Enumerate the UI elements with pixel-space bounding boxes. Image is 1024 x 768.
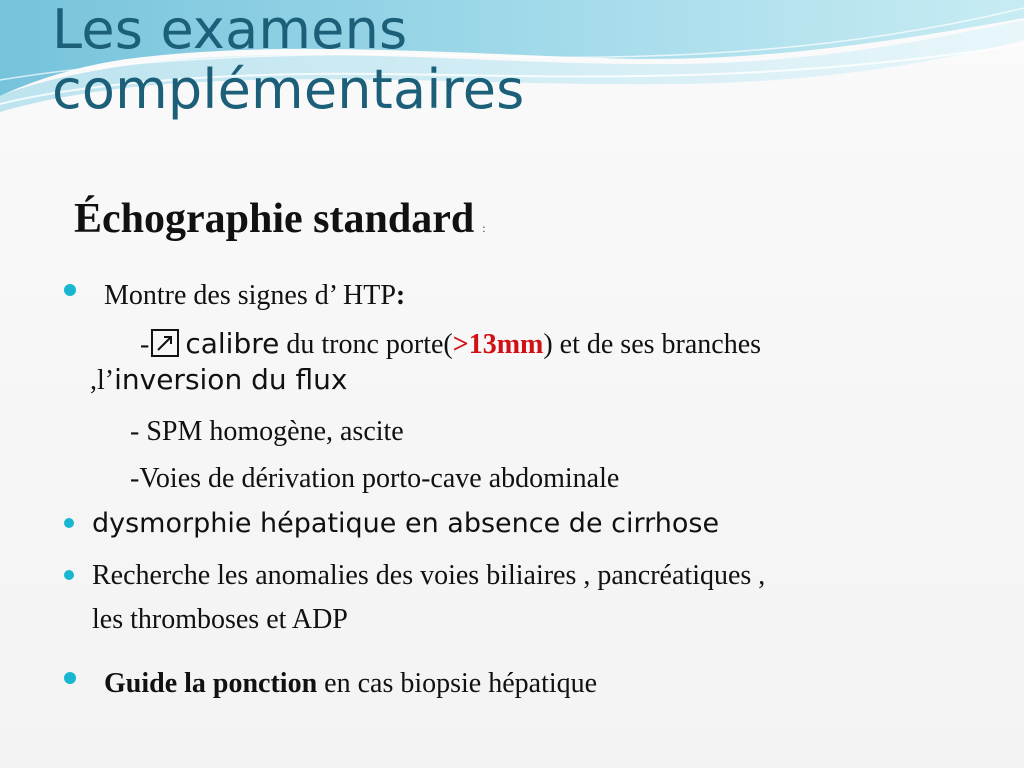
- sub-item-voies-text: -Voies de dérivation porto-cave abdominale: [130, 463, 620, 494]
- sub-item-line-1: [140, 328, 761, 361]
- tronc-porte-text: du tronc porte(: [286, 329, 453, 360]
- guide-ponction-bold: Guide la ponction: [104, 668, 318, 699]
- bullet-dysmorphie-text: dysmorphie hépatique en absence de cirrhose: [92, 508, 720, 539]
- bullet-htp-label: Montre des signes d’ HTP: [104, 280, 396, 311]
- sub-item-dash: -: [140, 329, 150, 360]
- page-title: [52, 0, 525, 120]
- bullet-dot-icon: [64, 518, 74, 528]
- title-line-1: Les examens: [52, 0, 408, 61]
- bullet-guide-text: [104, 668, 597, 700]
- bullet-dot-icon: [64, 570, 74, 580]
- bullet-text: [104, 280, 405, 312]
- guide-ponction-rest: en cas biopsie hépatique: [317, 668, 598, 699]
- bullet-dot-icon: [64, 672, 76, 684]
- sub-item-spm-text: - SPM homogène, ascite: [130, 416, 404, 447]
- inversion-prefix: ,l’: [90, 365, 115, 396]
- branches-text: ) et de ses branches: [543, 329, 762, 360]
- bullet-htp-colon: :: [395, 280, 406, 311]
- up-right-arrow-box-icon: [151, 329, 179, 357]
- subtitle-colon: :: [482, 221, 486, 235]
- title-line-2: complémentaires: [52, 58, 525, 121]
- bullet-dot-icon: [64, 284, 76, 296]
- section-subtitle: [74, 194, 486, 253]
- sub-item-line-2: [90, 364, 347, 397]
- subtitle-text: Échographie standard: [74, 196, 475, 242]
- bullet-recherche-line-1: Recherche les anomalies des voies biliaires , pancréatiques ,: [92, 560, 766, 591]
- bullet-recherche-line-2: les thromboses et ADP: [92, 604, 348, 635]
- threshold-value: >13mm: [452, 329, 544, 360]
- inversion-flux-text: inversion du flux: [114, 363, 348, 396]
- calibre-word: calibre: [185, 327, 280, 360]
